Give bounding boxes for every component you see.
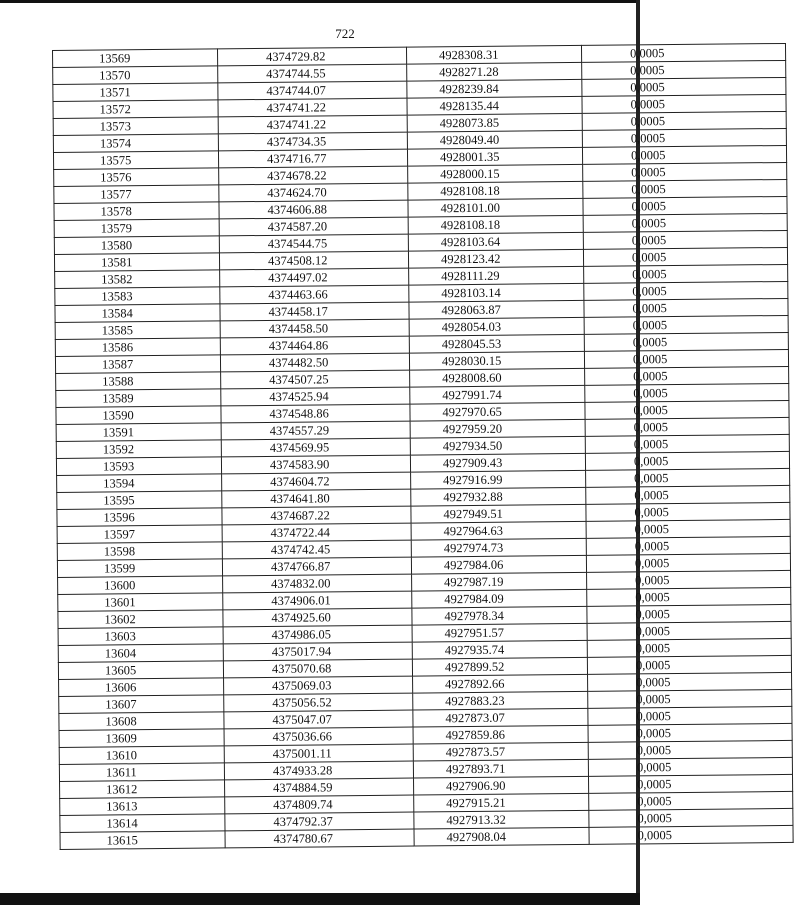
- y-coordinate-cell: 4927899.52: [412, 657, 587, 676]
- y-coordinate-cell: 4928135.44: [407, 96, 582, 115]
- point-number-cell: 13605: [58, 661, 223, 680]
- point-number-cell: 13573: [53, 117, 218, 136]
- value-cell: 0,0005: [586, 468, 790, 487]
- x-coordinate-cell: 4375036.66: [224, 727, 413, 746]
- value-cell: 0,0005: [585, 434, 789, 453]
- point-number-cell: 13572: [53, 100, 218, 119]
- value-cell: 0,0005: [588, 774, 792, 793]
- y-coordinate-cell: 4927915.21: [414, 793, 589, 812]
- y-coordinate-cell: 4928001.35: [407, 147, 582, 166]
- x-coordinate-cell: 4374742.45: [222, 540, 411, 559]
- x-coordinate-cell: 4375070.68: [223, 659, 412, 678]
- point-number-cell: 13592: [56, 440, 221, 459]
- value-cell: 0,0005: [584, 315, 788, 334]
- x-coordinate-cell: 4374463.66: [220, 285, 409, 304]
- x-coordinate-cell: 4374734.35: [218, 132, 407, 151]
- x-coordinate-cell: 4374986.05: [223, 625, 412, 644]
- y-coordinate-cell: 4927893.71: [413, 759, 588, 778]
- scan-edge-bottom: [0, 893, 640, 905]
- y-coordinate-cell: 4927908.04: [414, 827, 589, 846]
- point-number-cell: 13588: [56, 372, 221, 391]
- y-coordinate-cell: 4927913.32: [414, 810, 589, 829]
- y-coordinate-cell: 4927951.57: [412, 623, 587, 642]
- x-coordinate-cell: 4374525.94: [221, 387, 410, 406]
- y-coordinate-cell: 4927970.65: [410, 402, 585, 421]
- x-coordinate-cell: 4374508.12: [219, 251, 408, 270]
- point-number-cell: 13585: [55, 321, 220, 340]
- value-cell: 0,0005: [582, 77, 786, 96]
- y-coordinate-cell: 4927959.20: [410, 419, 585, 438]
- x-coordinate-cell: 4374933.28: [224, 761, 413, 780]
- y-coordinate-cell: 4927892.66: [413, 674, 588, 693]
- y-coordinate-cell: 4927974.73: [411, 538, 586, 557]
- x-coordinate-cell: 4374507.25: [221, 370, 410, 389]
- y-coordinate-cell: 4927916.99: [411, 470, 586, 489]
- point-number-cell: 13601: [58, 593, 223, 612]
- point-number-cell: 13583: [55, 287, 220, 306]
- value-cell: 0,0005: [584, 298, 788, 317]
- x-coordinate-cell: 4374687.22: [222, 506, 411, 525]
- value-cell: 0,0005: [586, 502, 790, 521]
- point-number-cell: 13587: [55, 355, 220, 374]
- value-cell: 0,0005: [587, 638, 791, 657]
- value-cell: 0,0005: [582, 94, 786, 113]
- value-cell: 0,0005: [583, 179, 787, 198]
- point-number-cell: 13609: [59, 729, 224, 748]
- value-cell: 0,0005: [583, 230, 787, 249]
- x-coordinate-cell: 4374832.00: [223, 574, 412, 593]
- value-cell: 0,0005: [589, 791, 793, 810]
- point-number-cell: 13598: [57, 542, 222, 561]
- value-cell: 0,0005: [588, 689, 792, 708]
- y-coordinate-cell: 4927935.74: [412, 640, 587, 659]
- y-coordinate-cell: 4927883.23: [413, 691, 588, 710]
- y-coordinate-cell: 4928108.18: [408, 215, 583, 234]
- value-cell: 0,0005: [583, 213, 787, 232]
- point-number-cell: 13582: [55, 270, 220, 289]
- x-coordinate-cell: 4374744.07: [218, 81, 407, 100]
- x-coordinate-cell: 4374497.02: [220, 268, 409, 287]
- value-cell: 0,0005: [588, 706, 792, 725]
- point-number-cell: 13595: [57, 491, 222, 510]
- value-cell: 0,0005: [583, 162, 787, 181]
- point-number-cell: 13581: [54, 253, 219, 272]
- y-coordinate-cell: 4927949.51: [411, 504, 586, 523]
- value-cell: 0,0005: [587, 587, 791, 606]
- value-cell: 0,0005: [582, 111, 786, 130]
- point-number-cell: 13574: [53, 134, 218, 153]
- x-coordinate-cell: 4374766.87: [222, 557, 411, 576]
- point-number-cell: 13575: [53, 151, 218, 170]
- y-coordinate-cell: 4928063.87: [409, 300, 584, 319]
- x-coordinate-cell: 4374606.88: [219, 200, 408, 219]
- scan-edge-top: [0, 0, 640, 3]
- point-number-cell: 13607: [59, 695, 224, 714]
- y-coordinate-cell: 4928111.29: [409, 266, 584, 285]
- point-number-cell: 13600: [58, 576, 223, 595]
- x-coordinate-cell: 4374716.77: [218, 149, 407, 168]
- point-number-cell: 13580: [54, 236, 219, 255]
- value-cell: 0,0005: [587, 604, 791, 623]
- x-coordinate-cell: 4374722.44: [222, 523, 411, 542]
- x-coordinate-cell: 4374906.01: [223, 591, 412, 610]
- point-number-cell: 13570: [53, 66, 218, 85]
- coordinates-table: [52, 43, 794, 850]
- y-coordinate-cell: 4928271.28: [407, 62, 582, 81]
- y-coordinate-cell: 4928000.15: [408, 164, 583, 183]
- value-cell: 0,0005: [585, 417, 789, 436]
- y-coordinate-cell: 4928103.14: [409, 283, 584, 302]
- y-coordinate-cell: 4928239.84: [407, 79, 582, 98]
- y-coordinate-cell: 4928073.85: [407, 113, 582, 132]
- value-cell: 0,0005: [589, 808, 793, 827]
- point-number-cell: 13577: [54, 185, 219, 204]
- value-cell: 0,0005: [581, 43, 785, 62]
- y-coordinate-cell: 4927984.06: [411, 555, 586, 574]
- y-coordinate-cell: 4928049.40: [407, 130, 582, 149]
- x-coordinate-cell: 4375017.94: [223, 642, 412, 661]
- value-cell: 0,0005: [587, 655, 791, 674]
- value-cell: 0,0005: [583, 196, 787, 215]
- x-coordinate-cell: 4375047.07: [224, 710, 413, 729]
- point-number-cell: 13612: [60, 780, 225, 799]
- x-coordinate-cell: 4374482.50: [220, 353, 409, 372]
- value-cell: 0,0005: [585, 383, 789, 402]
- x-coordinate-cell: 4374458.50: [220, 319, 409, 338]
- y-coordinate-cell: 4927934.50: [410, 436, 585, 455]
- point-number-cell: 13602: [58, 610, 223, 629]
- point-number-cell: 13603: [58, 627, 223, 646]
- value-cell: 0,0005: [584, 332, 788, 351]
- x-coordinate-cell: 4374464.86: [220, 336, 409, 355]
- point-number-cell: 13606: [59, 678, 224, 697]
- x-coordinate-cell: 4374583.90: [221, 455, 410, 474]
- x-coordinate-cell: 4374624.70: [219, 183, 408, 202]
- x-coordinate-cell: 4374544.75: [219, 234, 408, 253]
- value-cell: 0,0005: [582, 145, 786, 164]
- value-cell: 0,0005: [588, 723, 792, 742]
- x-coordinate-cell: 4374792.37: [225, 812, 414, 831]
- y-coordinate-cell: 4927906.90: [414, 776, 589, 795]
- point-number-cell: 13599: [57, 559, 222, 578]
- x-coordinate-cell: 4375001.11: [224, 744, 413, 763]
- y-coordinate-cell: 4927964.63: [411, 521, 586, 540]
- x-coordinate-cell: 4374604.72: [222, 472, 411, 491]
- y-coordinate-cell: 4927932.88: [411, 487, 586, 506]
- coordinates-table-body: [53, 43, 794, 849]
- x-coordinate-cell: 4374587.20: [219, 217, 408, 236]
- y-coordinate-cell: 4928101.00: [408, 198, 583, 217]
- x-coordinate-cell: 4374884.59: [225, 778, 414, 797]
- value-cell: 0,0005: [588, 672, 792, 691]
- x-coordinate-cell: 4374569.95: [221, 438, 410, 457]
- value-cell: 0,0005: [586, 485, 790, 504]
- y-coordinate-cell: 4927909.43: [410, 453, 585, 472]
- x-coordinate-cell: 4374741.22: [218, 98, 407, 117]
- y-coordinate-cell: 4928045.53: [409, 334, 584, 353]
- x-coordinate-cell: 4374925.60: [223, 608, 412, 627]
- point-number-cell: 13611: [59, 763, 224, 782]
- y-coordinate-cell: 4927873.07: [413, 708, 588, 727]
- x-coordinate-cell: 4375056.52: [224, 693, 413, 712]
- y-coordinate-cell: 4928008.60: [410, 368, 585, 387]
- point-number-cell: 13571: [53, 83, 218, 102]
- point-number-cell: 13578: [54, 202, 219, 221]
- x-coordinate-cell: 4374741.22: [218, 115, 407, 134]
- value-cell: 0,0005: [584, 349, 788, 368]
- point-number-cell: 13579: [54, 219, 219, 238]
- y-coordinate-cell: 4928123.42: [408, 249, 583, 268]
- y-coordinate-cell: 4928108.18: [408, 181, 583, 200]
- x-coordinate-cell: 4374641.80: [222, 489, 411, 508]
- value-cell: 0,0005: [588, 740, 792, 759]
- y-coordinate-cell: 4928030.15: [409, 351, 584, 370]
- x-coordinate-cell: 4374678.22: [219, 166, 408, 185]
- point-number-cell: 13569: [53, 49, 218, 68]
- x-coordinate-cell: 4374548.86: [221, 404, 410, 423]
- value-cell: 0,0005: [586, 553, 790, 572]
- value-cell: 0,0005: [588, 757, 792, 776]
- y-coordinate-cell: 4928103.64: [408, 232, 583, 251]
- point-number-cell: 13586: [55, 338, 220, 357]
- point-number-cell: 13594: [57, 474, 222, 493]
- value-cell: 0,0005: [587, 621, 791, 640]
- point-number-cell: 13614: [60, 814, 225, 833]
- value-cell: 0,0005: [585, 366, 789, 385]
- value-cell: 0,0005: [584, 264, 788, 283]
- point-number-cell: 13613: [60, 797, 225, 816]
- y-coordinate-cell: 4927987.19: [412, 572, 587, 591]
- point-number-cell: 13608: [59, 712, 224, 731]
- point-number-cell: 13576: [54, 168, 219, 187]
- value-cell: 0,0005: [582, 60, 786, 79]
- point-number-cell: 13591: [56, 423, 221, 442]
- value-cell: 0,0005: [583, 247, 787, 266]
- point-number-cell: 13604: [58, 644, 223, 663]
- page-number: 722: [335, 26, 355, 41]
- y-coordinate-cell: 4927978.34: [412, 606, 587, 625]
- x-coordinate-cell: 4374744.55: [218, 64, 407, 83]
- point-number-cell: 13597: [57, 525, 222, 544]
- point-number-cell: 13584: [55, 304, 220, 323]
- point-number-cell: 13589: [56, 389, 221, 408]
- point-number-cell: 13590: [56, 406, 221, 425]
- x-coordinate-cell: 4375069.03: [224, 676, 413, 695]
- value-cell: 0,0005: [589, 825, 793, 844]
- value-cell: 0,0005: [584, 281, 788, 300]
- y-coordinate-cell: 4927873.57: [413, 742, 588, 761]
- x-coordinate-cell: 4374557.29: [221, 421, 410, 440]
- point-number-cell: 13615: [60, 831, 225, 850]
- value-cell: 0,0005: [586, 519, 790, 538]
- x-coordinate-cell: 4374729.82: [217, 47, 406, 66]
- point-number-cell: 13593: [56, 457, 221, 476]
- coordinates-table-wrapper: [52, 45, 673, 865]
- value-cell: 0,0005: [586, 536, 790, 555]
- point-number-cell: 13610: [59, 746, 224, 765]
- y-coordinate-cell: 4927984.09: [412, 589, 587, 608]
- value-cell: 0,0005: [585, 400, 789, 419]
- x-coordinate-cell: 4374780.67: [225, 829, 414, 848]
- y-coordinate-cell: 4927991.74: [410, 385, 585, 404]
- x-coordinate-cell: 4374458.17: [220, 302, 409, 321]
- value-cell: 0,0005: [587, 570, 791, 589]
- x-coordinate-cell: 4374809.74: [225, 795, 414, 814]
- value-cell: 0,0005: [585, 451, 789, 470]
- y-coordinate-cell: 4928308.31: [406, 45, 581, 64]
- point-number-cell: 13596: [57, 508, 222, 527]
- value-cell: 0,0005: [582, 128, 786, 147]
- y-coordinate-cell: 4928054.03: [409, 317, 584, 336]
- y-coordinate-cell: 4927859.86: [413, 725, 588, 744]
